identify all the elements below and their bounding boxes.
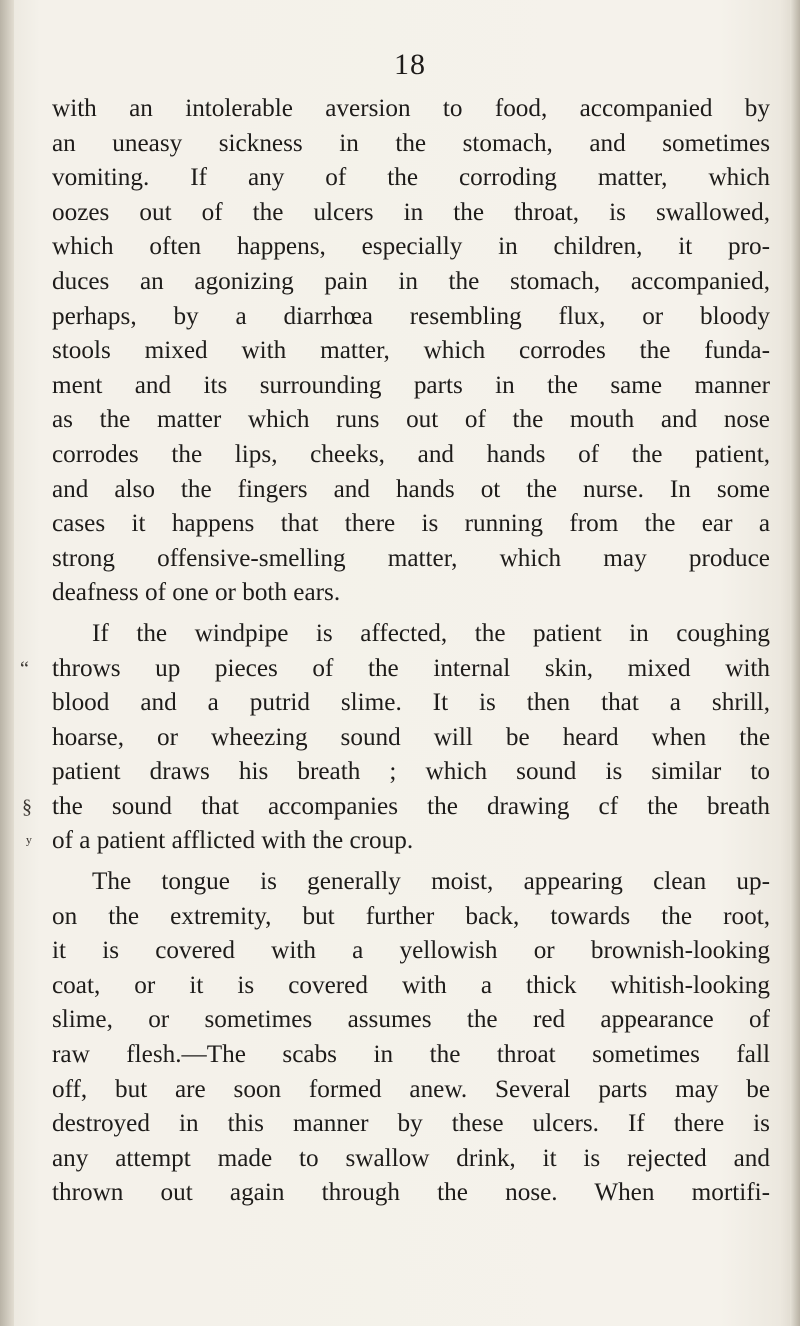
page-gutter-shadow	[0, 0, 14, 1326]
text-line: thrown out again through the nose. When mortifi-	[52, 1179, 770, 1207]
margin-mark: “	[20, 658, 29, 680]
text-line: patient draws his breath ; which sound is similar to	[52, 758, 770, 786]
margin-mark: §	[22, 796, 32, 818]
page-number: 18	[394, 48, 426, 81]
text-line: an uneasy sickness in the stomach, and sometimes	[52, 129, 770, 157]
text-line: throws up pieces of the internal skin, mixed with	[52, 654, 770, 682]
body-text	[52, 92, 770, 1211]
text-line: as the matter which runs out of the mouth and nose	[52, 406, 770, 434]
text-line: of a patient afflicted with the croup.	[52, 827, 414, 855]
text-line: cases it happens that there is running from the ear a	[52, 510, 770, 538]
text-line: stools mixed with matter, which corrodes the funda-	[52, 337, 770, 365]
text-line: ment and its surrounding parts in the same manner	[52, 371, 770, 399]
text-line: The tongue is generally moist, appearing clean up-	[92, 868, 770, 896]
text-line: blood and a putrid slime. It is then that a shrill,	[52, 689, 770, 717]
text-line: strong offensive-smelling matter, which may produce	[52, 544, 770, 572]
text-line: it is covered with a yellowish or brownish-looking	[52, 937, 770, 965]
text-line: destroyed in this manner by these ulcers. If there is	[52, 1110, 770, 1138]
text-line: slime, or sometimes assumes the red appearance of	[52, 1006, 770, 1034]
text-line: oozes out of the ulcers in the throat, is swallowed,	[52, 198, 770, 226]
text-line: off, but are soon formed anew. Several parts may be	[52, 1075, 770, 1103]
text-line: If the windpipe is affected, the patient in coughing	[92, 619, 770, 647]
text-line: any attempt made to swallow drink, it is rejected and	[52, 1144, 770, 1172]
text-line: corrodes the lips, cheeks, and hands of the patient,	[52, 440, 770, 468]
text-line: deafness of one or both ears.	[52, 579, 341, 607]
margin-mark: ʸ	[26, 832, 32, 854]
text-line: with an intolerable aversion to food, accompanied by	[52, 95, 770, 122]
text-line: coat, or it is covered with a thick whitish-looking	[52, 971, 770, 999]
text-line: raw flesh.—The scabs in the throat sometimes fall	[52, 1041, 770, 1069]
text-line: perhaps, by a diarrhœa resembling flux, or bloody	[52, 302, 770, 330]
page-edge-shadow	[790, 0, 800, 1326]
text-line: on the extremity, but further back, towards the root,	[52, 902, 770, 930]
text-line: and also the fingers and hands ot the nurse. In some	[52, 475, 770, 503]
text-line: which often happens, especially in children, it pro-	[52, 233, 770, 261]
text-line: hoarse, or wheezing sound will be heard when the	[52, 723, 770, 751]
text-line: vomiting. If any of the corroding matter, which	[52, 164, 770, 192]
text-line: duces an agonizing pain in the stomach, accompanied,	[52, 267, 770, 295]
text-line: the sound that accompanies the drawing cf the breath	[52, 792, 770, 820]
